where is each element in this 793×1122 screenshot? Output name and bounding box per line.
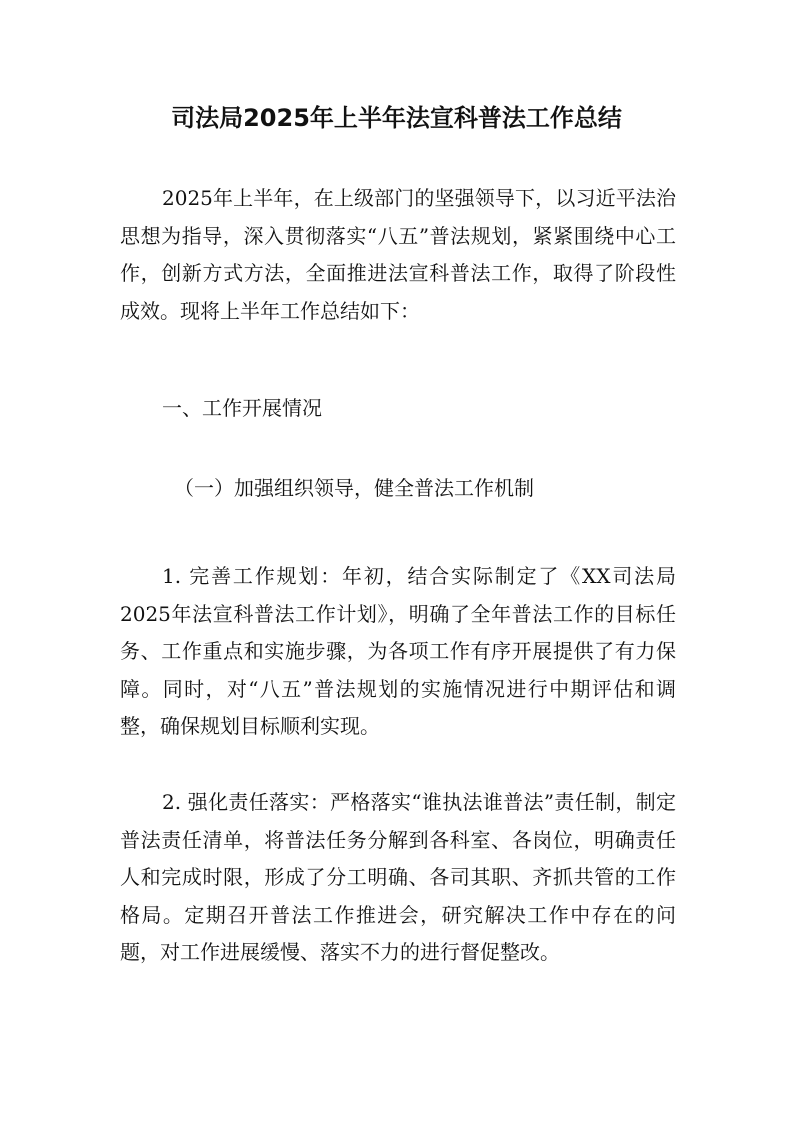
item-1-paragraph: 1. 完善工作规划：年初，结合实际制定了《XX司法局2025年法宣科普法工作计划》，明确了全年普法工作的目标任务、工作重点和实施步骤，为各项工作有序开展提供了有力保障。同时，对“八五”普法规划的实施情况进行中期评估和调整，确保规划目标顺利实现。 xyxy=(120,564,676,738)
item-2-paragraph: 2. 强化责任落实：严格落实“谁执法谁普法”责任制，制定普法责任清单，将普法任务分解到各科室、各岗位，明确责任人和完成时限，形成了分工明确、各司其职、齐抓共管的工作格局。定期召开普法工作推进会，研究解决工作中存在的问题，对工作进展缓慢、落实不力的进行督促整改。 xyxy=(120,790,676,964)
section-heading: 一、工作开展情况 xyxy=(162,396,322,420)
subsection-heading: （一）加强组织领导，健全普法工作机制 xyxy=(174,476,534,500)
document-title: 司法局2025年上半年法宣科普法工作总结 xyxy=(171,104,622,132)
intro-paragraph: 2025年上半年，在上级部门的坚强领导下，以习近平法治思想为指导，深入贯彻落实“八五”普法规划，紧紧围绕中心工作，创新方式方法，全面推进法宣科普法工作，取得了阶段性成效。现将上半年工作总结如下： xyxy=(120,186,676,323)
